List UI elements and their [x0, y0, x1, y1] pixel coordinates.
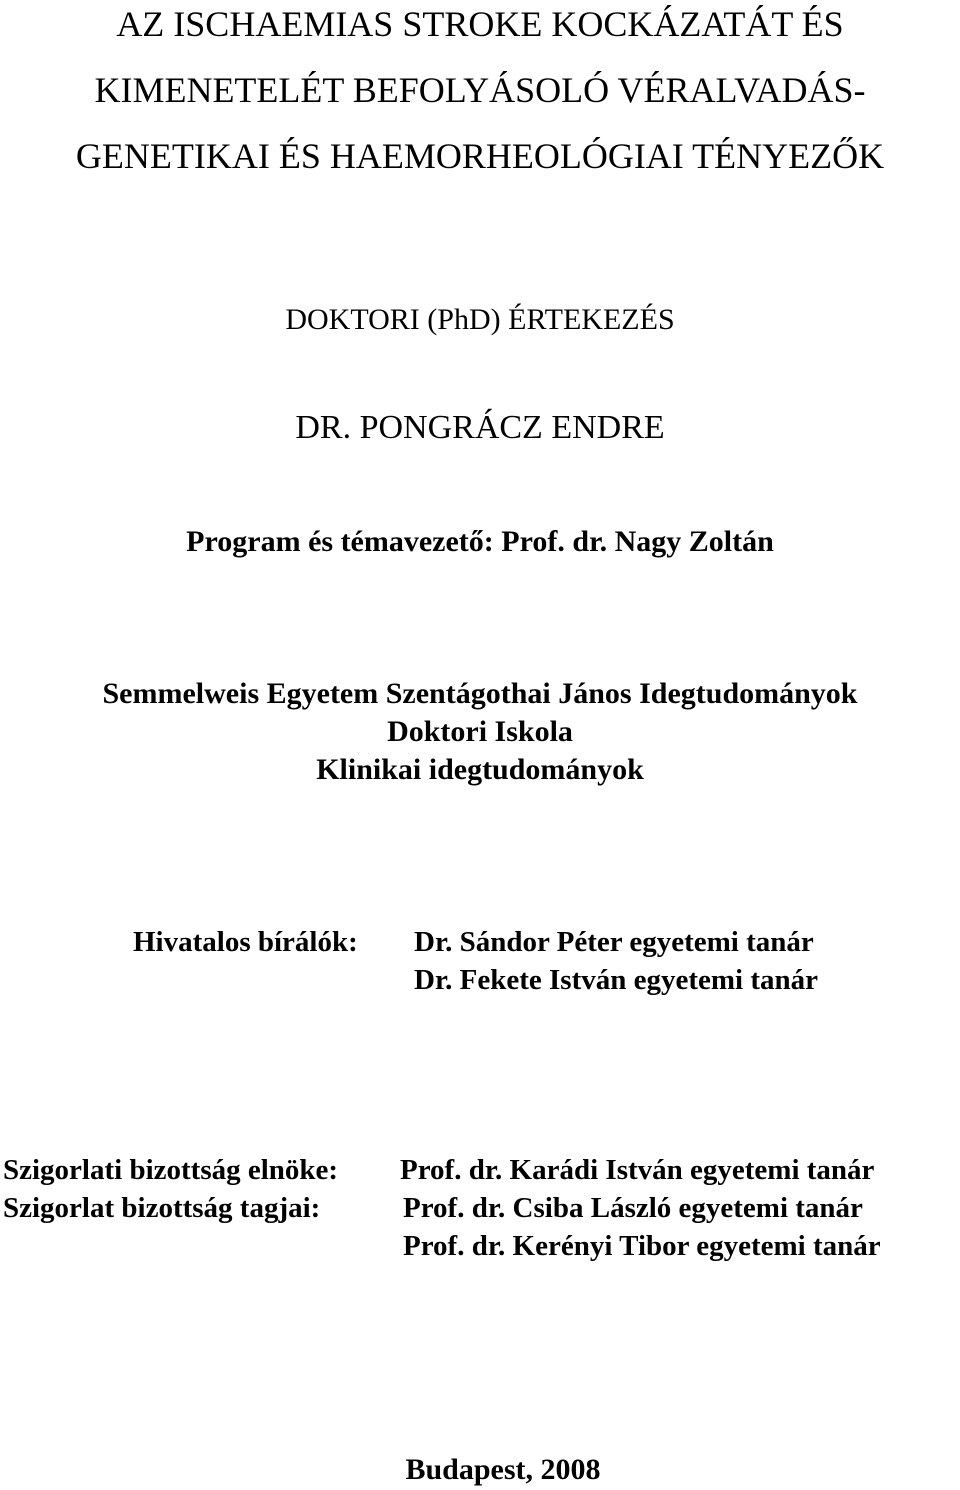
committee-chair-name: Prof. dr. Karádi István egyetemi tanár — [400, 1154, 875, 1186]
committee-chair-label: Szigorlati bizottság elnöke: — [3, 1154, 339, 1186]
committee-member-2: Prof. dr. Kerényi Tibor egyetemi tanár — [403, 1230, 881, 1262]
title-line-2: KIMENETELÉT BEFOLYÁSOLÓ VÉRALVADÁS- — [94, 70, 866, 110]
title-line-1: AZ ISCHAEMIAS STROKE KOCKÁZATÁT ÉS — [116, 4, 844, 44]
committee-member-1: Prof. dr. Csiba László egyetemi tanár — [403, 1192, 863, 1224]
reviewer-2: Dr. Fekete István egyetemi tanár — [414, 964, 819, 996]
reviewers-label: Hivatalos bírálók: — [133, 926, 358, 958]
degree-label: DOKTORI (PhD) ÉRTEKEZÉS — [285, 303, 675, 336]
reviewer-1: Dr. Sándor Péter egyetemi tanár — [414, 926, 814, 958]
title-line-3: GENETIKAI ÉS HAEMORHEOLÓGIAI TÉNYEZŐK — [75, 136, 885, 176]
committee-members-label: Szigorlat bizottság tagjai: — [3, 1192, 321, 1224]
institution-line-1: Semmelweis Egyetem Szentágothai János Idegtudományok — [102, 677, 858, 710]
institution-line-3: Klinikai idegtudományok — [316, 753, 644, 786]
institution-line-2: Doktori Iskola — [387, 715, 573, 748]
author-name: DR. PONGRÁCZ ENDRE — [295, 409, 665, 446]
place-date: Budapest, 2008 — [405, 1453, 601, 1486]
supervisor-line: Program és témavezető: Prof. dr. Nagy Zoltán — [186, 525, 774, 558]
